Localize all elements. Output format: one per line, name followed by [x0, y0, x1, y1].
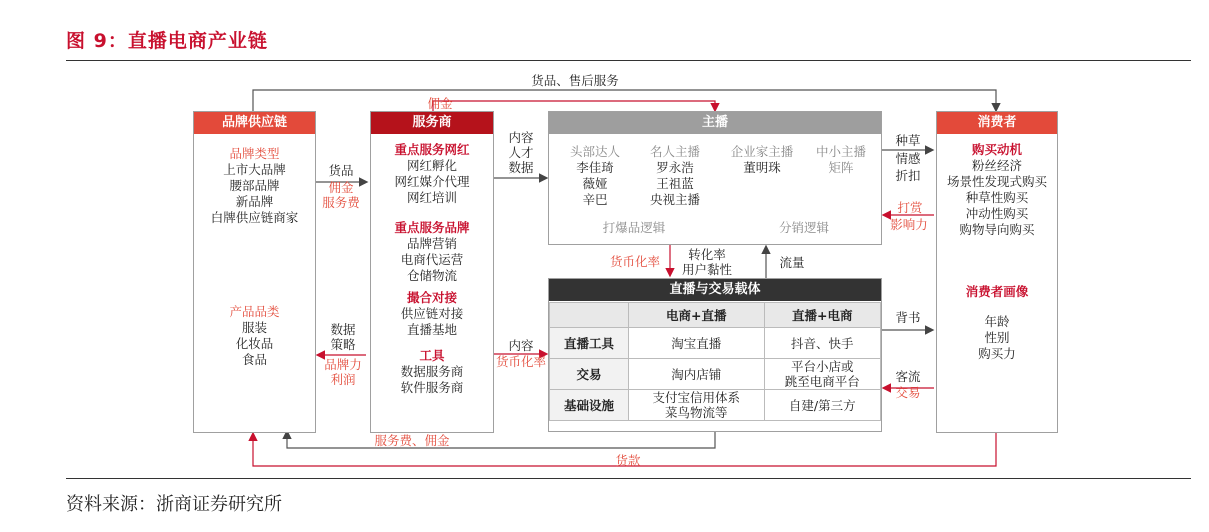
table-cell: 淘宝直播: [629, 328, 765, 359]
logic-hit-product: 打爆品逻辑: [602, 220, 666, 235]
brand-type-item: 白牌供应链商家: [210, 210, 299, 225]
flow-label-emotion: 情感: [895, 151, 921, 166]
anchor-name: 李佳琦: [576, 160, 614, 175]
flow-label-monetization-2: 货币化率: [495, 354, 546, 369]
anchor-box: [548, 111, 882, 245]
flow-label-service-fee: 服务费: [322, 195, 360, 210]
table-row: [550, 303, 881, 328]
table-cell-line: 菜鸟物流等: [665, 405, 728, 420]
flow-label-grass: 种草: [895, 133, 921, 148]
flow-label-guest-flow: 客流: [895, 369, 921, 384]
service-item: 软件服务商: [400, 380, 464, 395]
table-corner: [550, 303, 629, 328]
anchor-name: 矩阵: [828, 160, 854, 175]
table-cell-line: 平台小店或: [791, 359, 854, 374]
anchor-name: 辛巴: [582, 192, 608, 207]
product-category-item: 食品: [241, 352, 267, 367]
brand-type-item: 新品牌: [235, 194, 274, 209]
table-row: [550, 390, 881, 421]
service-item: 网红孵化: [406, 158, 457, 173]
service-provider-box: [370, 111, 494, 433]
service-item: 数据服务商: [400, 364, 464, 379]
flow-label-goods: 货品: [328, 163, 354, 178]
flow-label-discount: 折扣: [895, 168, 921, 183]
service-group-title: 重点服务品牌: [394, 220, 470, 235]
table-cell: 自建/第三方: [764, 390, 880, 421]
platform-header: 直播与交易载体: [549, 279, 881, 301]
flow-label-tip: 打赏: [897, 200, 923, 215]
table-col-header: 电商+直播: [629, 303, 765, 328]
figure-title: 图 9：直播电商产业链: [66, 30, 268, 52]
flow-label-endorse: 背书: [895, 310, 921, 325]
flow-label-data-2: 数据: [508, 160, 534, 175]
flow-label-conversion: 转化率: [688, 247, 726, 262]
table-cell-line: 跳至电商平台: [784, 374, 860, 389]
flow-label-brand-power: 品牌力: [324, 357, 362, 372]
flow-label-user-stickiness: 用户黏性: [681, 262, 732, 277]
anchor-header: 主播: [549, 112, 881, 134]
purchase-motive-title: 购买动机: [971, 142, 1022, 157]
brand-type-item: 上市大品牌: [223, 162, 286, 177]
purchase-motive-item: 冲动性购买: [965, 206, 1029, 221]
flow-label-content: 内容: [508, 130, 534, 145]
flow-label-content-2: 内容: [508, 338, 534, 353]
service-group-title: 撮合对接: [406, 290, 457, 305]
brand-supply-chain-box: [193, 111, 316, 433]
flow-label-trade: 交易: [895, 385, 921, 400]
anchor-col-title: 中小主播: [815, 144, 866, 159]
flow-label-traffic: 流量: [779, 255, 805, 270]
anchor-col-title: 名人主播: [649, 144, 700, 159]
service-item: 电商代运营: [400, 252, 464, 267]
flow-label-data: 数据: [330, 322, 356, 337]
flow-label-commission-top: 佣金: [427, 96, 453, 111]
purchase-motive-item: 购物导向购买: [959, 222, 1035, 237]
product-category-title: 产品品类: [229, 304, 280, 319]
anchor-name: 薇娅: [582, 176, 608, 191]
table-row-header: 直播工具: [550, 328, 629, 359]
service-group-title: 重点服务网红: [394, 142, 470, 157]
service-item: 仓储物流: [406, 268, 457, 283]
flow-label-influence: 影响力: [890, 217, 928, 232]
flow-label-profit: 利润: [330, 372, 356, 387]
anchor-name: 罗永浩: [656, 160, 694, 175]
purchase-motive-item: 场景性发现式购买: [946, 174, 1047, 189]
service-item: 供应链对接: [400, 306, 464, 321]
table-cell-line: 支付宝信用体系: [652, 390, 741, 405]
purchase-motive-item: 种草性购买: [965, 190, 1029, 205]
consumer-box: [936, 111, 1058, 433]
service-item: 网红媒介代理: [394, 174, 470, 189]
table-row: [550, 359, 881, 390]
platform-table: [549, 302, 881, 421]
service-provider-header: 服务商: [371, 112, 493, 134]
table-cell: [629, 390, 765, 421]
brand-type-item: 腰部品牌: [229, 178, 280, 193]
anchor-name: 董明珠: [743, 160, 781, 175]
brand-types-title: 品牌类型: [229, 146, 280, 161]
consumer-profile-item: 购买力: [978, 346, 1016, 361]
table-row-header: 交易: [550, 359, 629, 390]
table-cell: 淘内店铺: [629, 359, 765, 390]
flow-label-payment: 货款: [615, 453, 641, 468]
purchase-motive-item: 粉丝经济: [971, 158, 1022, 173]
table-col-header: 直播+电商: [764, 303, 880, 328]
anchor-name: 央视主播: [649, 192, 700, 207]
product-category-item: 化妆品: [235, 336, 274, 351]
service-item: 直播基地: [406, 322, 457, 337]
anchor-name: 王祖蓝: [656, 176, 694, 191]
service-item: 网红培训: [406, 190, 457, 205]
table-row: [550, 328, 881, 359]
consumer-profile-item: 年龄: [984, 314, 1010, 329]
table-cell: 抖音、快手: [764, 328, 880, 359]
flow-label-commission: 佣金: [328, 180, 354, 195]
product-category-item: 服装: [241, 320, 267, 335]
flow-label-strategy: 策略: [330, 337, 356, 352]
consumer-header: 消费者: [937, 112, 1057, 134]
service-item: 品牌营销: [406, 236, 457, 251]
flow-label-goods-aftersales: 货品、售后服务: [531, 73, 619, 88]
source-note: 资料来源：浙商证券研究所: [66, 494, 282, 515]
anchor-col-title: 企业家主播: [730, 144, 794, 159]
consumer-profile-item: 性别: [984, 330, 1010, 345]
brand-supply-chain-header: 品牌供应链: [194, 112, 315, 134]
logic-distribution: 分销逻辑: [778, 220, 829, 235]
service-group-title: 工具: [419, 348, 445, 363]
flow-label-talent: 人才: [508, 145, 534, 160]
anchor-col-title: 头部达人: [569, 144, 620, 159]
flow-label-fee-commission: 服务费、佣金: [374, 433, 450, 448]
flow-label-monetization-1: 货币化率: [609, 254, 660, 269]
table-cell: [764, 359, 880, 390]
consumer-profile-title: 消费者画像: [965, 284, 1029, 299]
table-row-header: 基础设施: [550, 390, 629, 421]
